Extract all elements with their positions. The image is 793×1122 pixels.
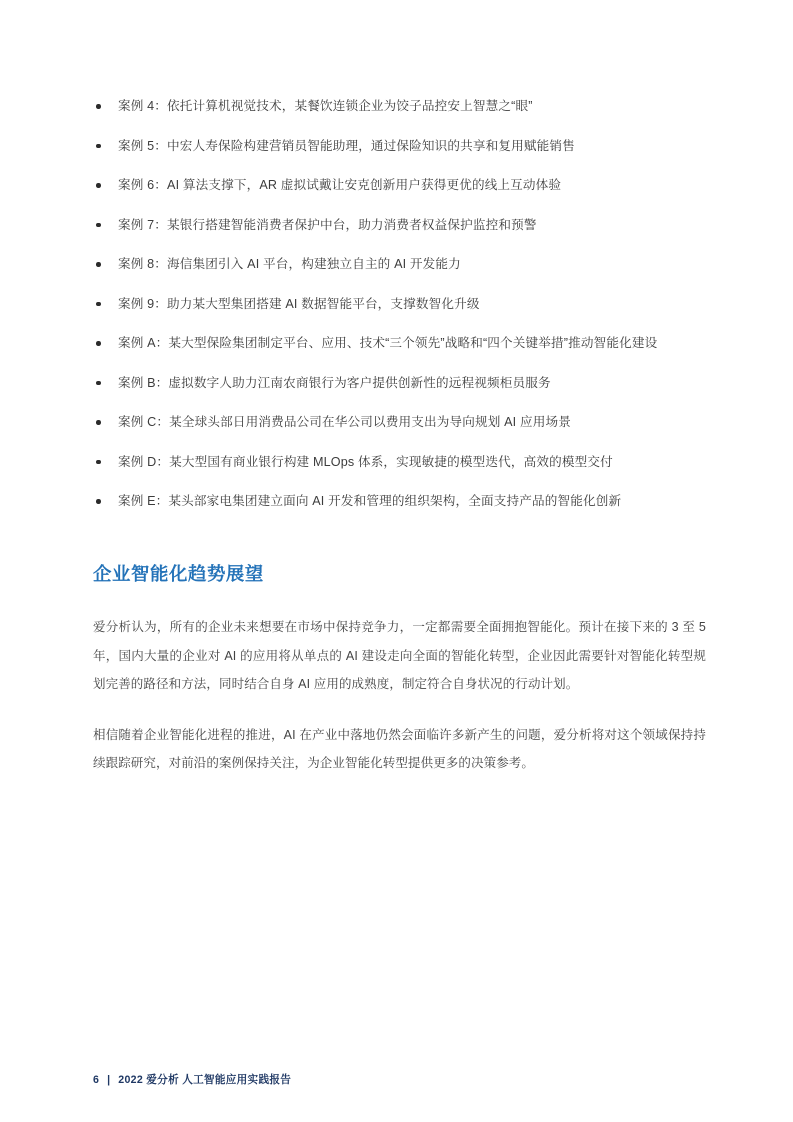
paragraph: 相信随着企业智能化进程的推进，AI 在产业中落地仍然会面临许多新产生的问题，爱分析将对这个领域保持持续跟踪研究，对前沿的案例保持关注，为企业智能化转型提供更多的决策参考。 <box>93 727 706 770</box>
list-item <box>93 491 708 512</box>
bullet-point-icon <box>96 341 101 346</box>
list-item <box>93 136 708 157</box>
list-item <box>93 254 708 275</box>
list-item <box>93 294 708 315</box>
bullet-point-icon <box>96 223 101 228</box>
bullet-point-icon <box>96 381 101 386</box>
case-item-label: 案例 B：虚拟数字人助力江南农商银行为客户提供创新性的远程视频柜员服务 <box>118 375 551 390</box>
paragraph: 爱分析认为，所有的企业未来想要在市场中保持竞争力，一定都需要全面拥抱智能化。预计在接下来的 3 至 5 年，国内大量的企业对 AI 的应用将从单点的 AI 建设走向全面的智能化转型，企业因此需要针对智能化转型规划完善的路径和方法，同时结合自身 AI 应用的成熟度，制定符合自身状况的行动计划。 <box>93 620 706 691</box>
case-item-label: 案例 E：某头部家电集团建立面向 AI 开发和管理的组织架构，全面支持产品的智能化创新 <box>118 494 622 508</box>
case-item-label: 案例 5：中宏人寿保险构建营销员智能助理，通过保险知识的共享和复用赋能销售 <box>118 138 575 153</box>
bullet-point-icon <box>96 144 101 149</box>
case-item-label: 案例 C：某全球头部日用消费品公司在华公司以费用支出为导向规划 AI 应用场景 <box>118 415 571 429</box>
list-item <box>93 215 708 236</box>
list-item <box>93 96 708 117</box>
bullet-point-icon <box>96 420 101 425</box>
footer-report-title: 2022 爱分析 人工智能应用实践报告 <box>118 1074 292 1086</box>
bullet-point-icon <box>96 104 101 109</box>
bullet-point-icon <box>96 499 101 504</box>
case-item-label: 案例 6：AI 算法支撑下，AR 虚拟试戴让安克创新用户获得更优的线上互动体验 <box>118 178 562 192</box>
section-body <box>93 613 706 778</box>
case-item-label: 案例 9：助力某大型集团搭建 AI 数据智能平台，支撑数智化升级 <box>118 296 480 311</box>
bullet-point-icon <box>96 183 101 188</box>
footer-divider: | <box>107 1074 111 1086</box>
list-item <box>93 412 708 433</box>
list-item <box>93 175 708 196</box>
footer-page-number: 6 <box>93 1074 100 1086</box>
case-study-list <box>93 96 708 512</box>
case-item-label: 案例 7：某银行搭建智能消费者保护中台，助力消费者权益保护监控和预警 <box>118 217 537 232</box>
page-footer <box>93 1073 291 1088</box>
section-heading: 企业智能化趋势展望 <box>93 563 264 584</box>
list-item <box>93 373 708 394</box>
list-item <box>93 333 708 354</box>
list-item <box>93 452 708 473</box>
case-item-label: 案例 8：海信集团引入 AI 平台，构建独立自主的 AI 开发能力 <box>118 257 461 271</box>
case-item-label: 案例 4：依托计算机视觉技术，某餐饮连锁企业为饺子品控安上智慧之“眼” <box>118 99 533 113</box>
bullet-point-icon <box>96 262 101 267</box>
case-item-label: 案例 A：某大型保险集团制定平台、应用、技术“三个领先”战略和“四个关键举措”推动智能化建设 <box>118 336 658 350</box>
bullet-point-icon <box>96 302 101 307</box>
bullet-point-icon <box>96 460 101 465</box>
case-item-label: 案例 D：某大型国有商业银行构建 MLOps 体系，实现敏捷的模型迭代，高效的模型交付 <box>118 454 613 469</box>
